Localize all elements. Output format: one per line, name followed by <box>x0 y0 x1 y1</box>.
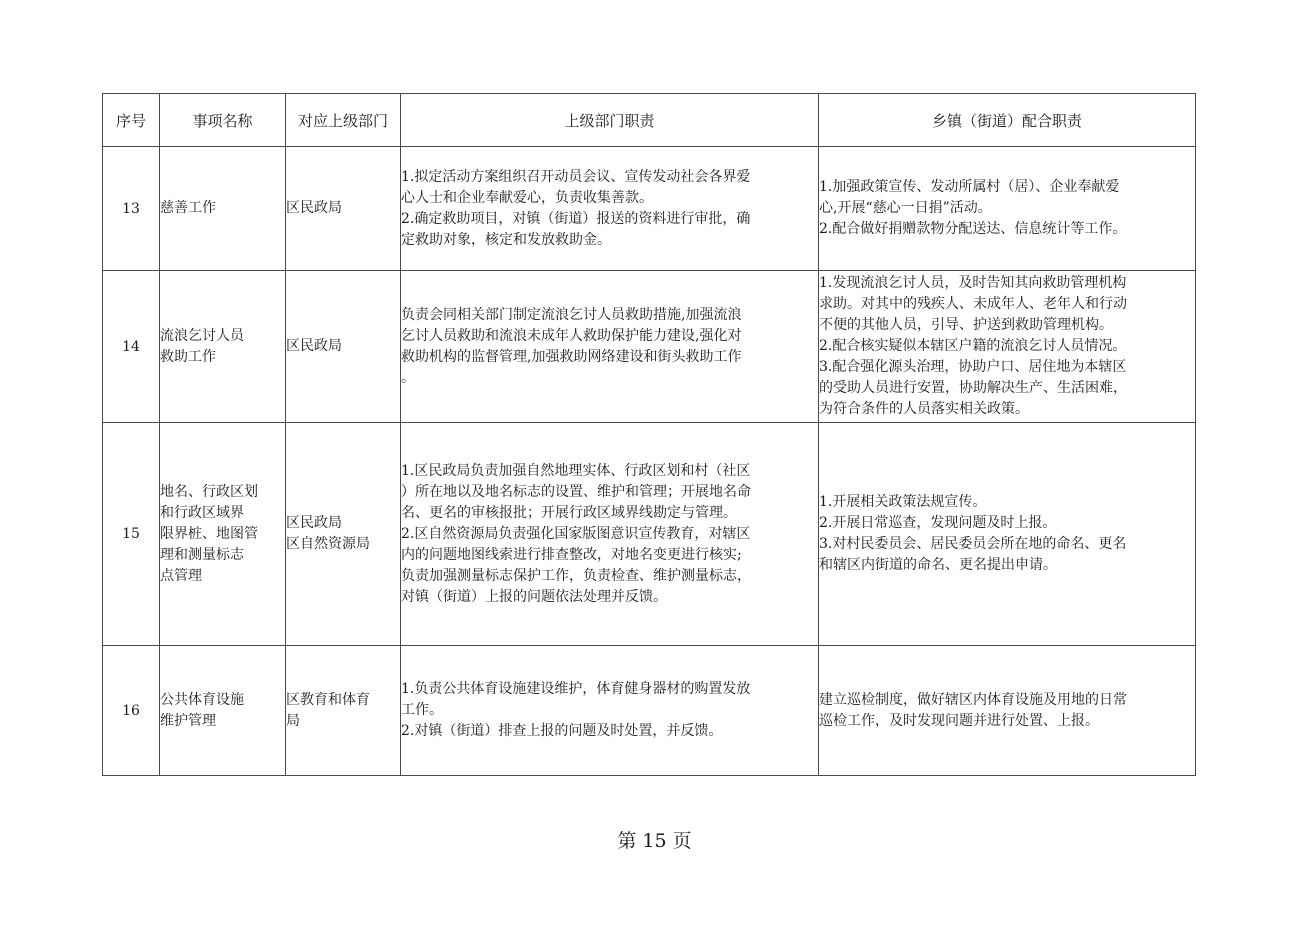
row-item-name: 流浪乞讨人员 救助工作 <box>160 271 286 423</box>
table-header-row <box>103 94 1196 147</box>
row-item-name: 地名、行政区划 和行政区域界 限界桩、地图管 理和测量标志 点管理 <box>160 423 286 646</box>
row-superior-dept: 区民政局 <box>286 271 401 423</box>
row-no: 14 <box>103 271 160 423</box>
row-item-name: 公共体育设施 维护管理 <box>160 646 286 776</box>
row-town-duty: 1.加强政策宣传、发动所属村（居）、企业奉献爱 心,开展“慈心一日捐”活动。 2.配合做好捐赠款物分配送达、信息统计等工作。 <box>819 147 1196 271</box>
row-no: 13 <box>103 147 160 271</box>
row-superior-duty: 负责会同相关部门制定流浪乞讨人员救助措施,加强流浪 乞讨人员救助和流浪未成年人救助保护能力建设,强化对 救助机构的监督管理,加强救助网络建设和街头救助工作 。 <box>401 271 819 423</box>
row-town-duty: 建立巡检制度，做好辖区内体育设施及用地的日常 巡检工作，及时发现问题并进行处置、上报。 <box>819 646 1196 776</box>
header-superior-duty: 上级部门职责 <box>401 94 819 147</box>
row-item-name: 慈善工作 <box>160 147 286 271</box>
row-town-duty: 1.发现流浪乞讨人员，及时告知其向救助管理机构 求助。对其中的残疾人、未成年人、老年人和行动 不便的其他人员，引导、护送到救助管理机构。 2.配合核实疑似本辖区户籍的流浪乞讨人员情况。 3.配合强化源头治理，协助户口、居住地为本辖区 的受助人员进行安置，协助解决生产、生活困难， 为符合条件的人员落实相关政策。 <box>819 271 1196 423</box>
table-row <box>103 423 1196 646</box>
header-no: 序号 <box>103 94 160 147</box>
header-item-name: 事项名称 <box>160 94 286 147</box>
header-town-duty: 乡镇（街道）配合职责 <box>819 94 1196 147</box>
duty-table <box>102 93 1196 776</box>
row-superior-dept: 区民政局 <box>286 147 401 271</box>
row-no: 15 <box>103 423 160 646</box>
row-no: 16 <box>103 646 160 776</box>
row-superior-dept: 区教育和体育 局 <box>286 646 401 776</box>
table-row <box>103 646 1196 776</box>
row-superior-dept: 区民政局 区自然资源局 <box>286 423 401 646</box>
row-town-duty: 1.开展相关政策法规宣传。 2.开展日常巡查，发现问题及时上报。 3.对村民委员会、居民委员会所在地的命名、更名 和辖区内街道的命名、更名提出申请。 <box>819 423 1196 646</box>
header-superior-dept: 对应上级部门 <box>286 94 401 147</box>
row-superior-duty: 1.负责公共体育设施建设维护，体育健身器材的购置发放 工作。 2.对镇（街道）排查上报的问题及时处置，并反馈。 <box>401 646 819 776</box>
row-superior-duty: 1.拟定活动方案组织召开动员会议、宣传发动社会各界爱 心人士和企业奉献爱心，负责收集善款。 2.确定救助项目，对镇（街道）报送的资料进行审批，确 定救助对象，核定和发放救助金。 <box>401 147 819 271</box>
table-row <box>103 271 1196 423</box>
table-row <box>103 147 1196 271</box>
page-number: 第 15 页 <box>617 830 692 852</box>
row-superior-duty: 1.区民政局负责加强自然地理实体、行政区划和村（社区 ）所在地以及地名标志的设置、维护和管理；开展地名命 名、更名的审核报批；开展行政区域界线勘定与管理。 2.区自然资源局负责强化国家版图意识宣传教育，对辖区 内的问题地图线索进行排查整改，对地名变更进行核实; 负责加强测量标志保护工作，负责检查、维护测量标志， 对镇（街道）上报的问题依法处理并反馈。 <box>401 423 819 646</box>
